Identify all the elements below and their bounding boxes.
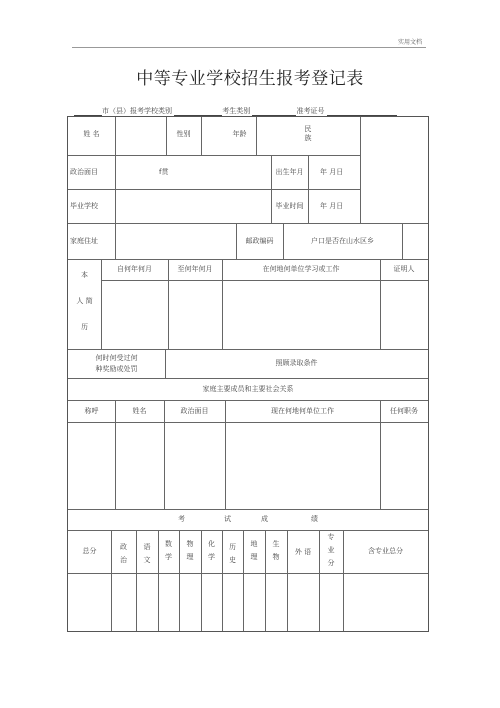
resume-col-to: 至何年何月 [177,265,213,273]
family-col-relation: 称呼 [84,407,99,415]
value-political: f贯 [159,168,169,176]
info-exam-type-label: 考生类别 [222,107,251,115]
label-hukou: 户口是否在山水区乡 [311,237,374,245]
row-line-2 [68,189,360,190]
registration-table [67,116,429,632]
name-field[interactable] [116,118,166,155]
label-care-conditions: 照顾录取条件 [275,359,318,367]
family-col-workplace: 现在何地何单位工作 [271,407,334,415]
family-col-name: 姓名 [132,407,147,415]
label-grad-time: 毕业时间 [275,202,304,210]
family-col-position: 任何职务 [390,407,418,415]
row-line-10 [68,530,428,531]
label-awards: 何时何受过何 种奖励或处罚 [95,354,138,373]
resume-col-where: 在何地何单位学习或工作 [262,265,340,273]
exam-heading-4: 绩 [311,515,318,523]
label-ethnicity: 民 族 [304,125,312,142]
label-school: 毕业学校 [70,202,98,210]
row-line-1 [68,155,360,156]
header-divider [72,47,426,48]
exam-physics: 物 理 [186,540,194,561]
exam-biology: 生 物 [272,540,280,561]
resume-col-witness: 证明人 [393,265,415,273]
row-line-9 [68,509,428,510]
col-line-e [271,155,272,223]
resume-col-from: 自何年何月 [117,265,152,273]
exam-heading-2: 试 [224,515,231,523]
exam-total-with-major: 含专业总分 [368,547,403,555]
exam-math: 数 学 [165,540,172,561]
exam-type-blank[interactable] [252,107,296,116]
form-title: 中等专业学校招生报考登记表 [136,69,364,89]
row-line-7 [68,400,428,401]
family-rows-area[interactable] [69,423,427,509]
school-type-blank[interactable] [174,107,222,116]
exam-politics: 政 治 [120,543,127,564]
exam-total: 总分 [82,547,97,555]
value-grad-ymd: 年 月日 [320,202,344,210]
resume-side-2: 人 简 [76,297,93,305]
col-line-j [402,223,403,259]
header-note: 实用文档 [397,39,422,46]
label-birth: 出生年月 [275,168,304,176]
ticket-blank[interactable] [327,107,397,116]
col-line-c [201,117,202,155]
exam-heading-1: 考 [178,515,185,523]
resume-side-1: 本 [81,271,88,279]
row-line-3 [68,223,428,224]
label-postcode: 邮政编码 [245,237,274,245]
city-blank[interactable] [74,107,102,116]
col-line-g [115,223,116,259]
label-address: 家庭住址 [70,237,98,245]
label-name: 姓 名 [83,130,100,138]
info-ticket-label: 准考证号 [296,107,325,115]
exam-foreign-language: 外 语 [294,548,312,556]
family-col-political: 政治面目 [180,407,209,415]
resume-side-3: 历 [81,323,88,331]
exam-geography: 地 理 [250,540,258,561]
exam-major-score: 专 业 分 [327,533,335,567]
label-political: 政治面目 [70,168,98,176]
row-line-4 [68,259,428,260]
col-line-d [256,117,257,155]
row-line-6 [68,378,428,379]
label-age: 年龄 [232,130,247,138]
exam-heading-3: 成 [261,515,268,523]
family-heading: 家庭主要成员和主要社会关系 [202,385,294,393]
photo-box[interactable] [361,118,428,223]
exam-score-row[interactable] [69,574,427,631]
info-city-label: 市（县）报考学校类别 [102,107,172,115]
row-line-5 [68,349,428,350]
exam-history: 历 史 [229,543,236,564]
resume-header-line [101,280,428,281]
label-gender: 性别 [176,130,191,138]
exam-chemistry: 化 学 [208,540,215,561]
info-line [74,106,397,116]
col-line-f [308,155,309,223]
exam-chinese: 语 文 [143,543,151,564]
value-birth-ymd: 年 月日 [320,168,344,176]
